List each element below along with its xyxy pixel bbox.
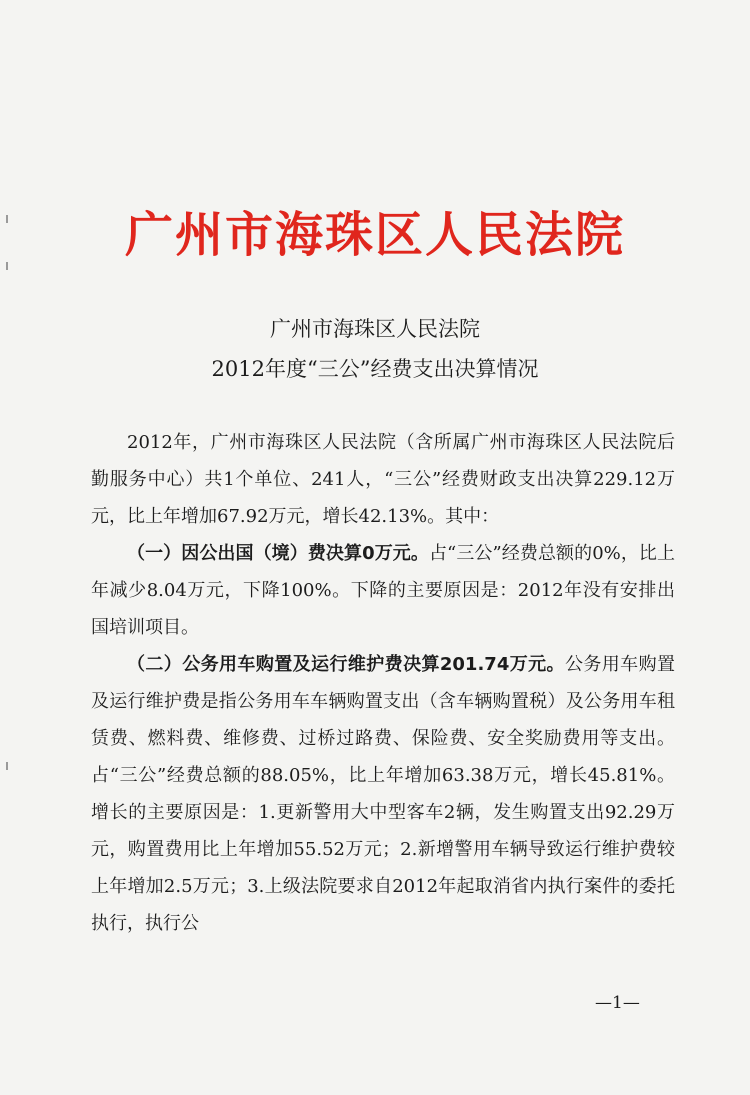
paragraph-official-vehicles (91, 646, 675, 942)
paragraph-text: 公务用车购置及运行维护费是指公务用车车辆购置支出（含车辆购置税）及公务用车租赁费、燃料费、维修费、过桥过路费、保险费、安全奖励费用等支出。占“三公”经费总额的88.05%，比上年增加63.38万元，增长45.81%。增长的主要原因是：1.更新警用大中型客车2辆，发生购置支出92.29万元，购置费用比上年增加55.52万元；2.新增警用车辆导致运行维护费较上年增加2.5万元；3.上级法院要求自2012年起取消省内执行案件的委托执行，执行公 (91, 654, 675, 934)
document-body (91, 424, 675, 942)
page-number: —1— (595, 993, 640, 1013)
paragraph-text: 占“三公”经费总额的0%，比上年减少8.04万元，下降100%。下降的主要原因是：2012年没有安排出国培训项目。 (91, 543, 675, 638)
paragraph-heading: （一）因公出国（境）费决算0万元。 (127, 543, 429, 564)
document-title-line2: 2012年度“三公”经费支出决算情况 (211, 357, 539, 381)
paragraph-heading: （二）公务用车购置及运行维护费决算201.74万元。 (127, 654, 565, 675)
document-title-line1: 广州市海珠区人民法院 (270, 317, 480, 341)
scan-margin-mark (6, 762, 8, 770)
red-header-org-name: 广州市海珠区人民法院 (124, 207, 625, 263)
paragraph-overseas-travel (91, 535, 675, 646)
paragraph-intro: 2012年，广州市海珠区人民法院（含所属广州市海珠区人民法院后勤服务中心）共1个单位、241人，“三公”经费财政支出决算229.12万元，比上年增加67.92万元，增长42.13%。其中： (91, 432, 675, 527)
